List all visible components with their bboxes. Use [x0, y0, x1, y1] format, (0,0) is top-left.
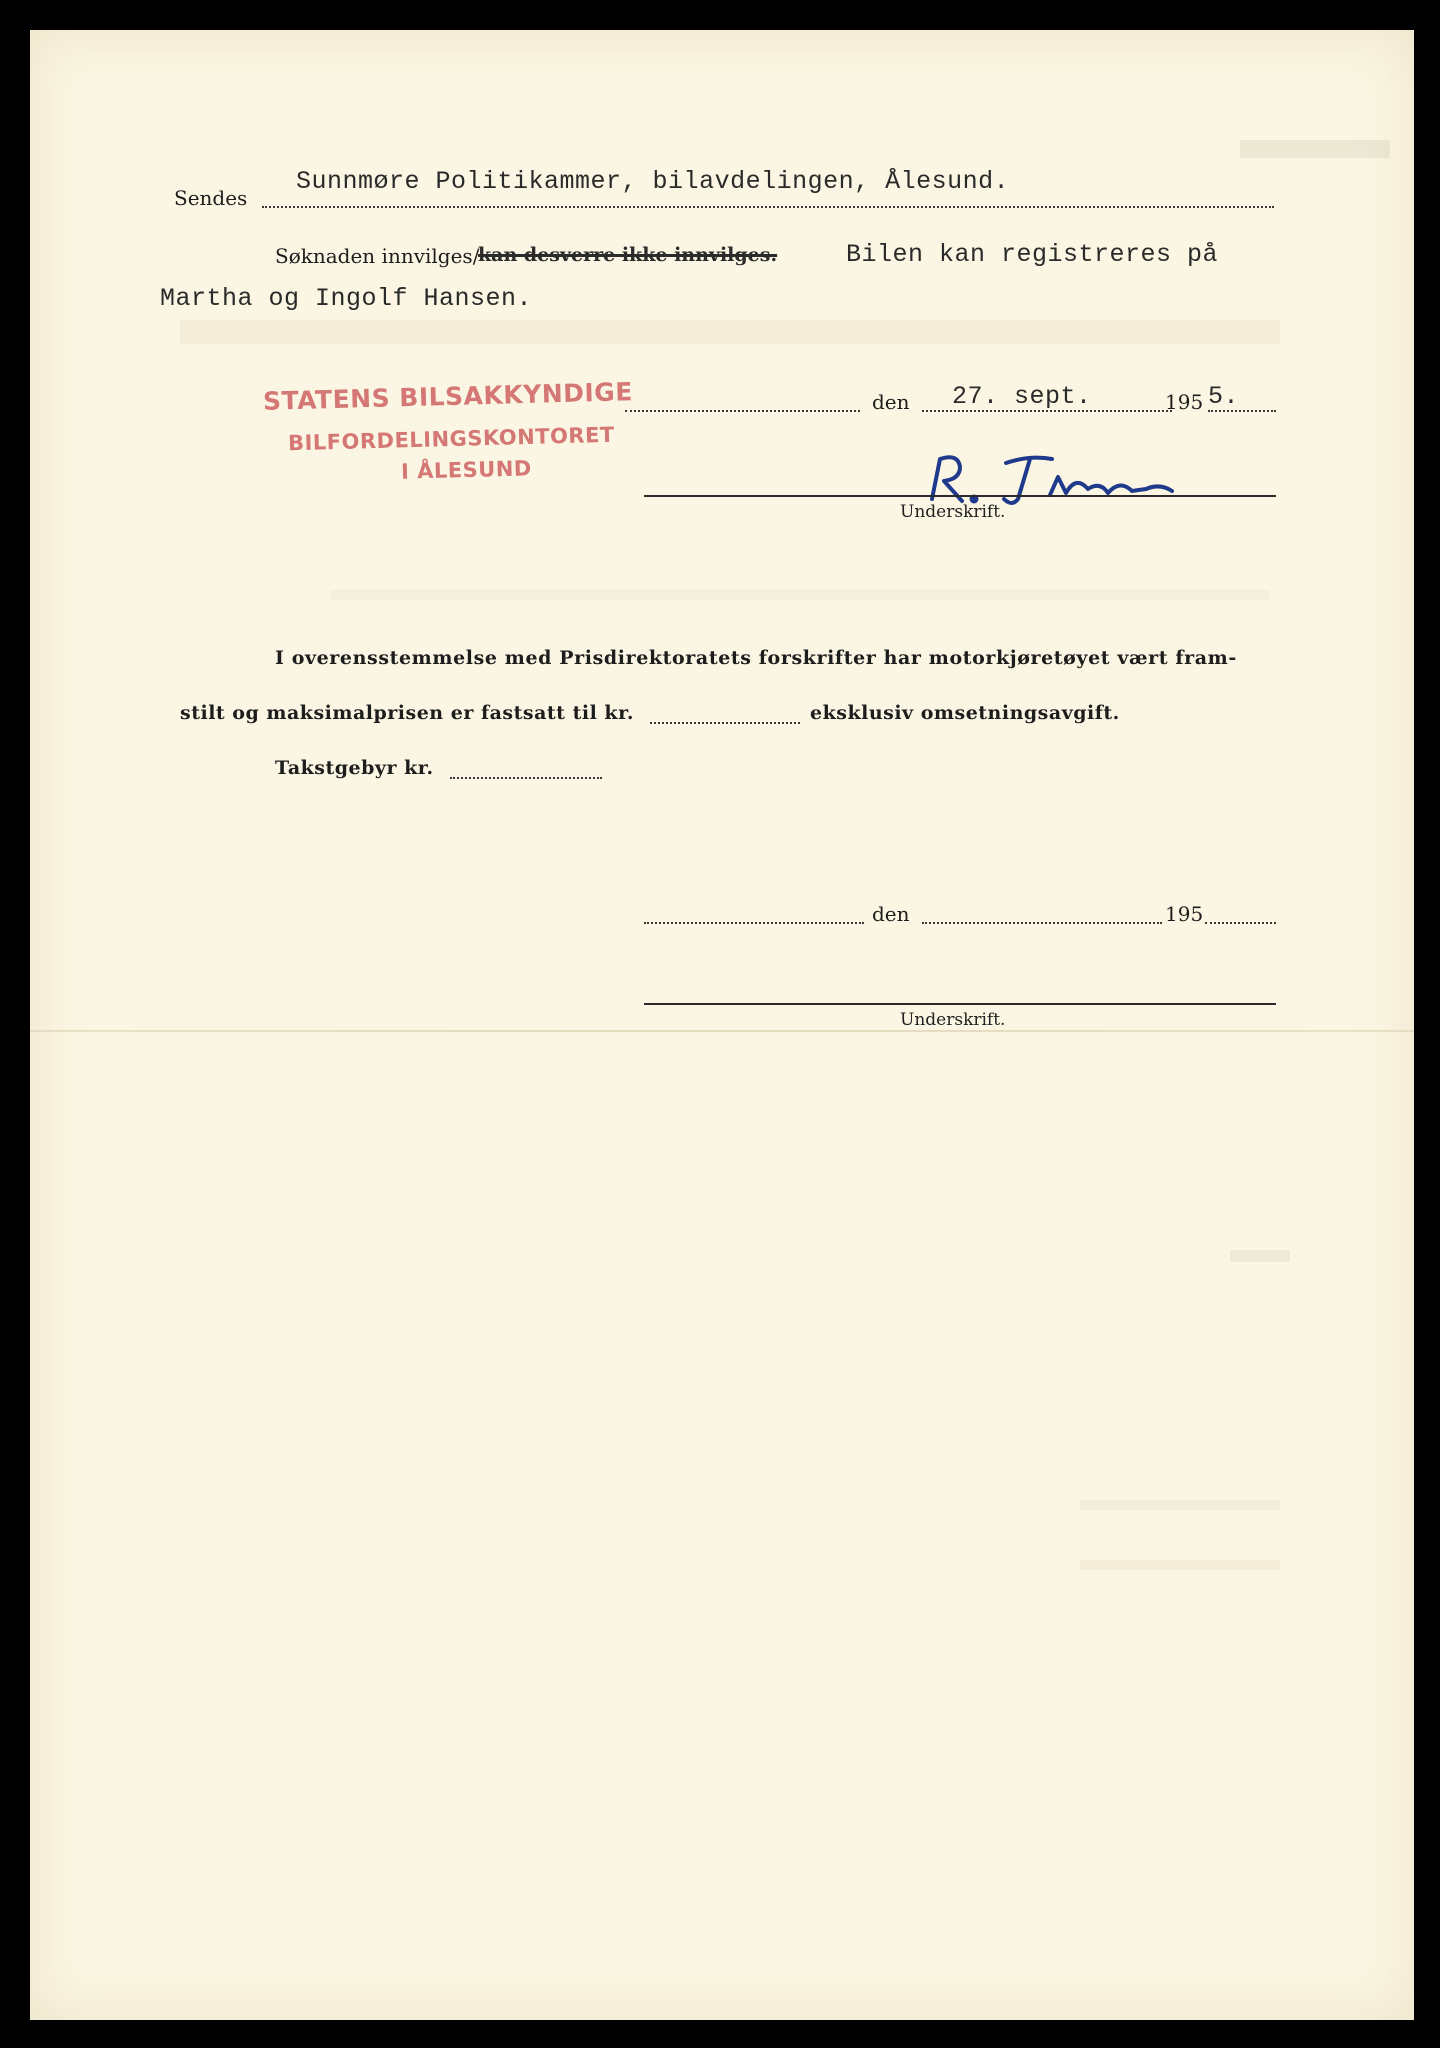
takst-dotted-line — [450, 777, 602, 779]
signature-line — [644, 495, 1276, 497]
sendes-dotted-line — [262, 206, 1274, 208]
soknad-label: Søknaden innvilges/ — [275, 244, 480, 268]
stamp-line2: BILFORDELINGSKONTORET — [287, 422, 616, 456]
price-text-line1: I overensstemmelse med Prisdirektoratets forskrifter har motorkjøretøyet vært fram- — [275, 647, 1237, 669]
bleed-through-mark — [1080, 1560, 1280, 1570]
year-prefix: 195 — [1165, 390, 1204, 414]
soknad-text-line1: Bilen kan registreres på — [846, 240, 1219, 269]
document-page — [30, 30, 1414, 2020]
year-suffix: 5. — [1208, 382, 1240, 411]
bleed-through-mark — [1230, 1250, 1290, 1262]
signature2-line — [644, 1003, 1276, 1005]
year2-dotted-line — [1205, 922, 1276, 924]
year2-prefix: 195 — [1165, 902, 1204, 926]
bleed-through-mark — [1080, 1500, 1280, 1510]
underskrift-label: Underskrift. — [900, 502, 1006, 522]
den2-label: den — [872, 902, 910, 926]
bleed-through-mark — [1240, 140, 1390, 158]
stamp-line1: STATENS BILSAKKYNDIGE — [262, 377, 634, 416]
sendes-label: Sendes — [174, 186, 248, 210]
date-value: 27. sept. — [952, 382, 1092, 411]
soknad-text-line2: Martha og Ingolf Hansen. — [160, 284, 533, 313]
stamp-line3: I ÅLESUND — [400, 456, 533, 484]
date2-dotted-line — [922, 922, 1162, 924]
price-text-line2b: eksklusiv omsetningsavgift. — [810, 702, 1120, 724]
price-dotted-line — [650, 722, 800, 724]
place-dotted-line — [625, 410, 860, 412]
paper-fold — [30, 1030, 1414, 1032]
takst-label: Takstgebyr kr. — [275, 757, 434, 779]
place2-dotted-line — [644, 922, 864, 924]
bleed-through-mark — [180, 320, 1280, 344]
den-label: den — [872, 390, 910, 414]
price-text-line2a: stilt og maksimalprisen er fastsatt til kr. — [180, 702, 634, 724]
soknad-struck-text: kan desverre ikke innvilges. — [478, 244, 778, 266]
bleed-through-mark — [330, 590, 1270, 600]
year-dotted-line — [1208, 410, 1276, 412]
underskrift2-label: Underskrift. — [900, 1010, 1006, 1030]
sendes-value: Sunnmøre Politikammer, bilavdelingen, Ålesund. — [296, 167, 1010, 196]
